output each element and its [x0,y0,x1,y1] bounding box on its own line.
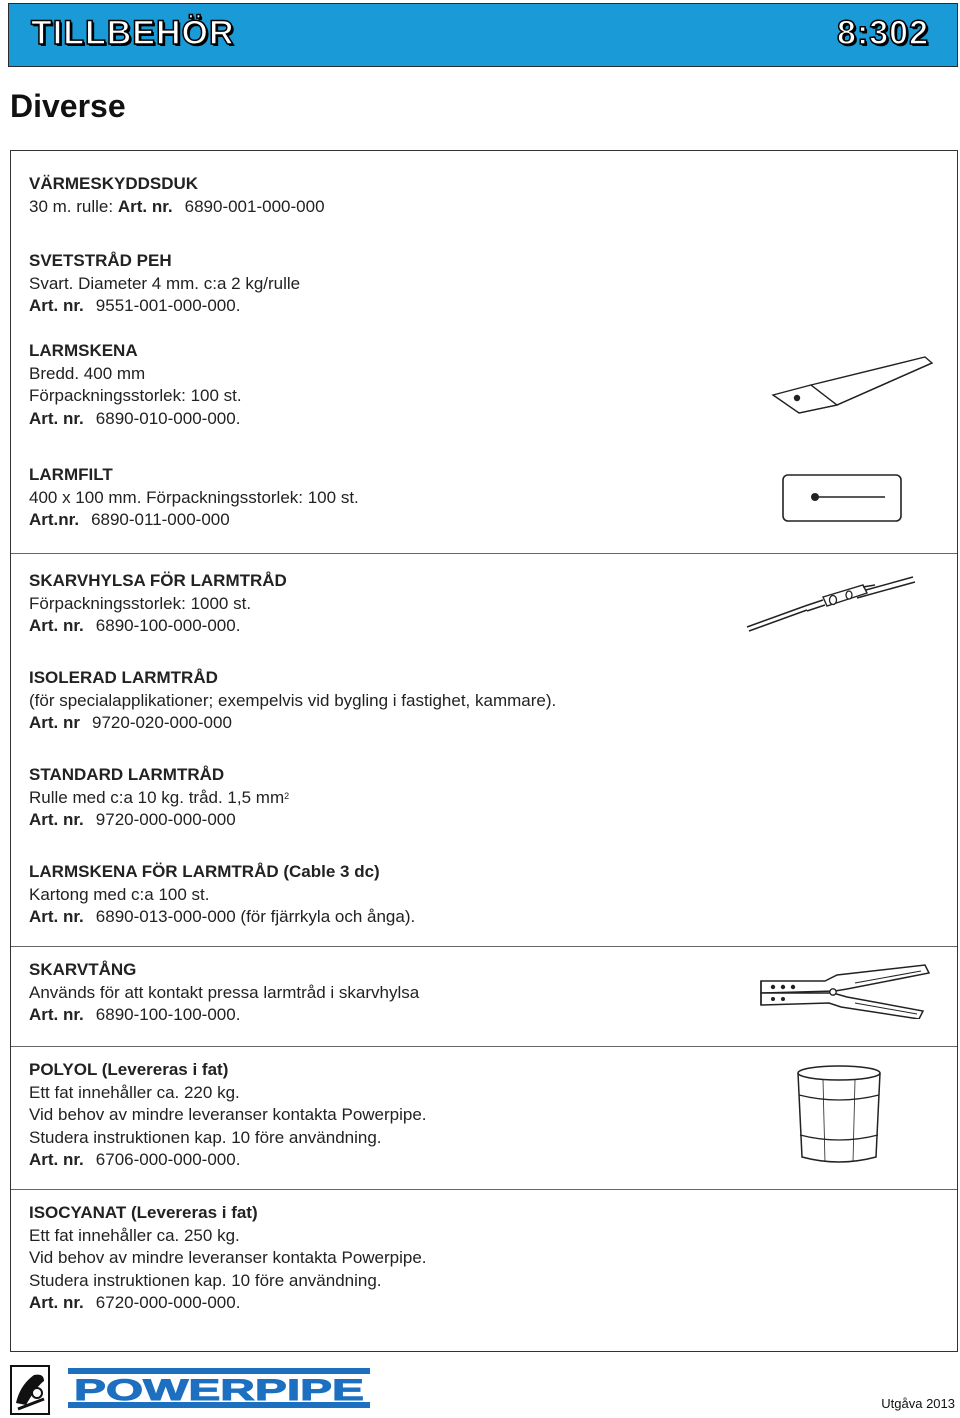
divider [11,946,957,947]
crimping-tool-icon [755,963,935,1019]
artnr-label: Art. nr. [29,1293,84,1312]
page-number: 8:302 [837,14,929,52]
artnr-value: 9720-000-000-000 [95,810,236,829]
product-varmeskyddsduk [29,173,325,218]
artnr-value: 6890-010-000-000. [95,408,241,428]
splice-sleeve-icon [745,575,917,633]
product-name: SKARVTÅNG [29,960,137,979]
product-desc: Rulle med c:a 10 kg. tråd. 1,5 mm [29,787,285,807]
product-desc: Studera instruktionen kap. 10 före användning. [29,1270,382,1290]
artnr-label: Art. nr. [29,616,84,635]
artnr-label: Art. nr. [29,1005,84,1024]
divider [11,1046,957,1047]
product-artnr-line [29,1149,427,1172]
product-svetstrad [29,250,300,318]
product-artnr-line [29,196,325,219]
edition-label: Utgåva 2013 [881,1396,955,1411]
product-desc: Förpackningsstorlek: 1000 st. [29,593,252,613]
product-desc: Bredd. 400 mm [29,363,146,383]
artnr-label: Art. nr [29,713,80,732]
product-desc: (för specialapplikationer; exempelvis vid bygling i fastighet, kammare). [29,690,557,710]
artnr-value: 6720-000-000-000. [95,1293,241,1312]
artnr-label: Art. nr. [29,296,84,315]
product-skarvtang [29,959,419,1027]
artnr-value: 6890-100-000-000. [95,616,241,635]
product-artnr-line [29,1292,427,1315]
product-artnr-line [29,295,300,318]
artnr-value: 9720-020-000-000 [92,713,232,732]
artnr-value: 6706-000-000-000. [95,1150,241,1169]
product-artnr-line [29,408,242,431]
artnr-label: Art. nr. [29,907,84,926]
product-desc: Förpackningsstorlek: 100 st. [29,386,242,405]
product-name: LARMSKENA FÖR LARMTRÅD (Cable 3 dc) [29,862,380,881]
product-artnr-line [29,712,556,735]
product-desc: Ett fat innehåller ca. 250 kg. [29,1225,240,1245]
artnr-value: 6890-011-000-000 [91,510,230,529]
product-desc: Vid behov av mindre leveranser kontakta Powerpipe. [29,1105,427,1124]
product-name: ISOLERAD LARMTRÅD [29,668,218,687]
divider [11,1189,957,1190]
powerpipe-mark-icon [10,1365,50,1415]
barrel-icon [793,1061,885,1169]
divider [11,553,957,554]
artnr-label: Art. nr. [29,810,84,829]
product-artnr-line [29,1004,419,1027]
product-isocyanat [29,1202,427,1315]
artnr-label: Art. nr. [29,408,84,428]
product-artnr-line [29,809,289,832]
header-bar [8,3,958,67]
product-name: SVETSTRÅD PEH [29,251,172,270]
artnr-label: Art. nr. [117,196,173,216]
product-desc: Studera instruktionen kap. 10 före användning. [29,1127,382,1147]
powerpipe-logo [68,1367,370,1409]
product-desc: 400 x 100 mm. Förpackningsstorlek: 100 st. [29,487,359,507]
product-desc: Svart. Diameter 4 mm. c:a 2 kg/rulle [29,273,301,293]
superscript: 2 [284,790,290,801]
product-standard-larmtrad [29,764,289,832]
alarm-rail-icon [767,351,937,423]
product-artnr-line [29,906,415,929]
product-name: STANDARD LARMTRÅD [29,765,225,784]
product-name: LARMFILT [29,465,113,484]
product-name: LARMSKENA [29,341,138,360]
product-desc-line [29,787,289,810]
brand-name: POWERPIPE [74,1374,364,1407]
product-name: VÄRMESKYDDSDUK [29,174,199,193]
artnr-label: Art. nr. [29,1150,84,1169]
product-artnr-line [29,615,287,638]
product-desc: Vid behov av mindre leveranser kontakta Powerpipe. [29,1248,427,1267]
artnr-label: Art.nr. [29,510,80,529]
artnr-value: 6890-100-100-000. [95,1005,241,1024]
artnr-value: 9551-001-000-000. [95,296,241,315]
product-larmskena [29,340,242,430]
product-isolerad-larmtrad [29,667,556,735]
product-name: POLYOL (Levereras i fat) [29,1060,229,1079]
product-list [10,150,958,1352]
product-desc: Kartong med c:a 100 st. [29,884,210,904]
artnr-value: 6890-001-000-000 [184,196,325,216]
product-larmfilt [29,464,359,532]
alarm-felt-icon [781,473,905,525]
artnr-value: 6890-013-000-000 (för fjärrkyla och ånga). [95,907,416,926]
header-title: TILLBEHÖR [31,14,235,52]
section-title: Diverse [10,88,126,124]
product-artnr-line [29,509,359,532]
product-polyol [29,1059,427,1172]
product-name: ISOCYANAT (Levereras i fat) [29,1203,258,1222]
product-larmskena-cable [29,861,415,929]
product-desc: 30 m. rulle: [29,196,114,216]
product-skarvhylsa [29,570,287,638]
product-name: SKARVHYLSA FÖR LARMTRÅD [29,571,287,590]
product-desc: Ett fat innehåller ca. 220 kg. [29,1082,240,1102]
product-desc: Används för att kontakt pressa larmtråd i skarvhylsa [29,982,420,1002]
